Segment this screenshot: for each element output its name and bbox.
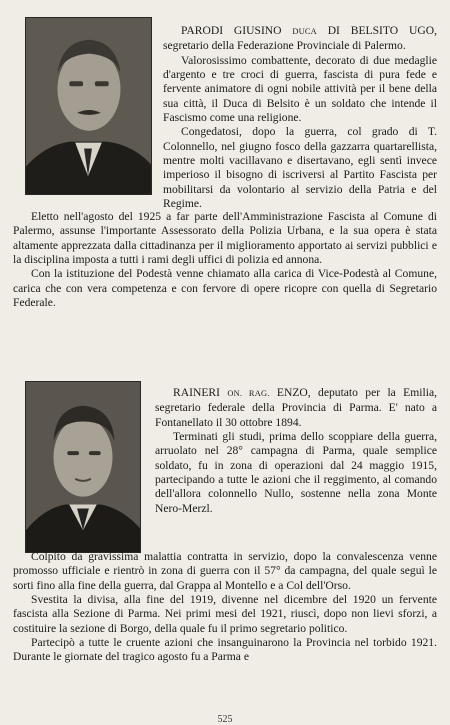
bio-raineri-title: ON. RAG. bbox=[227, 389, 270, 398]
portrait-photo-parodi-giusino bbox=[25, 17, 152, 195]
bio-parodi-full-text bbox=[13, 210, 437, 310]
page-number: 525 bbox=[217, 714, 233, 725]
portrait-illustration bbox=[26, 382, 140, 552]
bio-raineri-paragraph: Colpito da gravissima malattia contratta in servizio, dopo la convalescenza venne promosso ufficiale e rientrò in zona di guerra con il 57° da campagna, del quale seguì le sorti fino alla fine della guerra, dal Grappa al Montello e a Col dell'Orso. bbox=[13, 550, 437, 592]
bio-parodi-title: DUCA bbox=[292, 27, 317, 36]
bio-parodi-paragraph: Valorosissimo combattente, decorato di due medaglie d'argento e tre croci di guerra, fascista di pura fede e fervente animatore di ogni nobile attività per il bene della sua città, il Duca di Belsito è un soldato che intende il Fascismo come una religione. bbox=[163, 53, 437, 125]
bio-raineri-paragraph: Partecipò a tutte le cruente azioni che insanguinarono la Provincia nel torbido 1921. Durante le giornate del tragico agosto fu a Parma e bbox=[13, 636, 437, 664]
bio-parodi-side-text bbox=[163, 24, 437, 211]
bio-raineri-paragraph: Svestita la divisa, alla fine del 1919, divenne nel dicembre del 1920 un fervente fascista alla Sezione di Parma. Nei primi mesi del 1921, riuscì, dopo non lievi sforzi, a costituire la sezione di Borgo, della quale fu il primo segretario politico. bbox=[13, 593, 437, 635]
portrait-photo-raineri bbox=[25, 381, 141, 553]
bio-raineri-intro-text: , deputato per la Emilia, segretario federale della Provincia di Parma. E' nato a Fontanellato il 30 ottobre 1894. bbox=[155, 386, 437, 429]
portrait-illustration bbox=[26, 18, 151, 194]
bio-parodi-place: DI BELSITO bbox=[327, 24, 399, 37]
bio-raineri-surname: RAINERI bbox=[173, 386, 221, 399]
bio-parodi-surname: PARODI GIUSINO bbox=[181, 24, 282, 37]
bio-parodi-intro-text: UGO, segretario della Federazione Provinciale di Palermo. bbox=[163, 24, 437, 53]
bio-raineri-side-text bbox=[155, 386, 437, 516]
bio-parodi-paragraph: Eletto nell'agosto del 1925 a far parte dell'Amministrazione Fascista al Comune di Palermo, assunse l'importante Assessorato della Polizia Urbana, e la sua opera è stata altamente apprezzata dalla cittadinanza per il miglioramento apportato ai servizi pubblici e la disciplina imposta a tutti i rami degli uffici di polizia ed annona. bbox=[13, 210, 437, 267]
bio-parodi-paragraph: Congedatosi, dopo la guerra, col grado di T. Colonnello, nel giugno fosco della gazzarra quartarellista, mentre molti vacillavano e disertavano, egli sentì invece imperioso il bisogno di iscriversi al Partito Fascista per mobilitarsi da volontario al servizio della Patria e del Regime. bbox=[163, 125, 437, 211]
bio-raineri-name: ENZO bbox=[276, 386, 308, 399]
bio-raineri-paragraph: Terminati gli studi, prima dello scoppiare della guerra, arruolato nel 28° campagna di Parma, quale semplice soldato, fu in zona di operazioni dal 24 maggio 1915, partecipando a tutte le azioni che il reggimento, al comando dell'allora colonnello Nullo, sostenne nella zona Monte Nero-Merzl. bbox=[155, 430, 437, 515]
bio-raineri-intro bbox=[155, 386, 437, 430]
bio-parodi-intro bbox=[163, 24, 437, 54]
bio-raineri-full-text bbox=[13, 550, 437, 665]
bio-parodi-paragraph: Con la istituzione del Podestà venne chiamato alla carica di Vice-Podestà al Comune, carica che con vera competenza e con fervore di opere ricopre con quella di Segretario Federale. bbox=[13, 267, 437, 310]
